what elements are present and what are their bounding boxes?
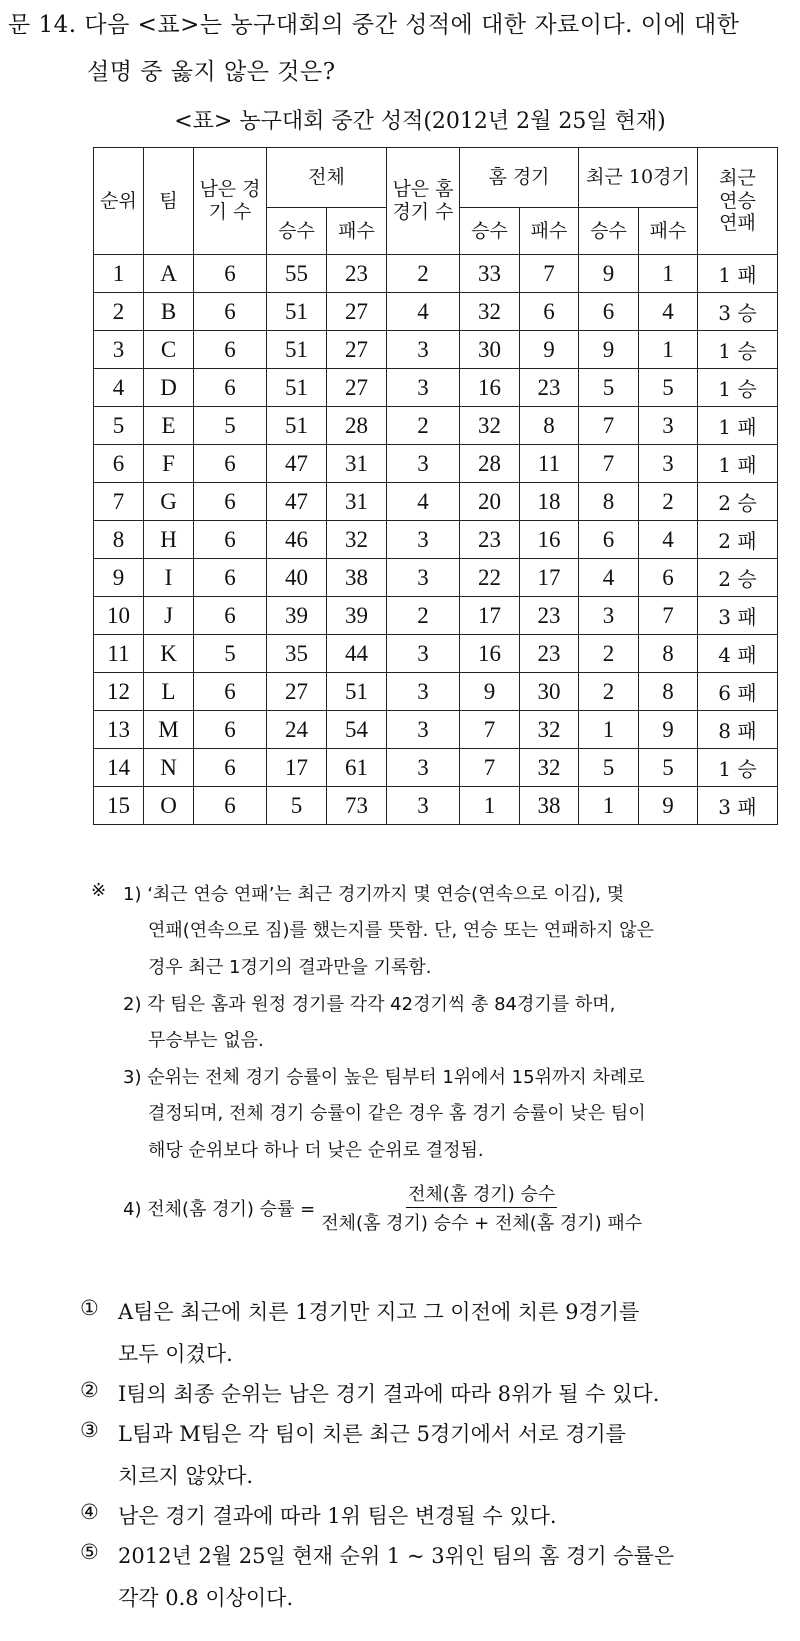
cell-remaining-home: 4 bbox=[387, 483, 460, 521]
cell-last10-wins: 7 bbox=[579, 407, 639, 445]
cell-home-wins: 1 bbox=[460, 787, 520, 825]
cell-home-losses: 23 bbox=[520, 597, 579, 635]
table-caption: <표> 농구대회 중간 성적(2012년 2월 25일 현재) bbox=[174, 109, 666, 134]
cell-home-losses: 30 bbox=[520, 673, 579, 711]
cell-home-losses: 38 bbox=[520, 787, 579, 825]
option-1-marker[interactable]: ① bbox=[80, 1296, 99, 1320]
table-row bbox=[94, 255, 778, 293]
option-2-marker[interactable]: ② bbox=[80, 1378, 99, 1402]
cell-overall-wins: 5 bbox=[267, 787, 327, 825]
cell-rank: 15 bbox=[94, 787, 144, 825]
cell-team: I bbox=[144, 559, 194, 597]
cell-last10-losses: 9 bbox=[639, 787, 698, 825]
cell-overall-wins: 51 bbox=[267, 331, 327, 369]
cell-remaining-home: 2 bbox=[387, 255, 460, 293]
cell-home-wins: 33 bbox=[460, 255, 520, 293]
cell-overall-wins: 35 bbox=[267, 635, 327, 673]
cell-rank: 13 bbox=[94, 711, 144, 749]
cell-last10-losses: 8 bbox=[639, 673, 698, 711]
header-remaining-home: 남은 홈 경기 수 bbox=[387, 148, 460, 255]
table-row bbox=[94, 635, 778, 673]
cell-home-losses: 23 bbox=[520, 635, 579, 673]
cell-team: N bbox=[144, 749, 194, 787]
cell-last10-wins: 5 bbox=[579, 369, 639, 407]
cell-last10-losses: 5 bbox=[639, 749, 698, 787]
cell-remaining: 6 bbox=[194, 483, 267, 521]
cell-remaining: 6 bbox=[194, 559, 267, 597]
cell-home-wins: 16 bbox=[460, 635, 520, 673]
cell-last10-wins: 7 bbox=[579, 445, 639, 483]
cell-overall-wins: 51 bbox=[267, 407, 327, 445]
cell-overall-losses: 39 bbox=[327, 597, 387, 635]
cell-streak: 3 패 bbox=[698, 787, 778, 825]
cell-last10-losses: 3 bbox=[639, 445, 698, 483]
cell-team: O bbox=[144, 787, 194, 825]
cell-team: E bbox=[144, 407, 194, 445]
cell-overall-losses: 44 bbox=[327, 635, 387, 673]
cell-last10-losses: 7 bbox=[639, 597, 698, 635]
note-3-line-2: 결정되며, 전체 경기 승률이 같은 경우 홈 경기 승률이 낮은 팀이 bbox=[148, 1103, 646, 1124]
cell-remaining-home: 3 bbox=[387, 711, 460, 749]
cell-last10-wins: 9 bbox=[579, 255, 639, 293]
cell-remaining-home: 3 bbox=[387, 559, 460, 597]
cell-last10-wins: 2 bbox=[579, 673, 639, 711]
cell-last10-wins: 3 bbox=[579, 597, 639, 635]
cell-last10-wins: 2 bbox=[579, 635, 639, 673]
cell-remaining-home: 2 bbox=[387, 407, 460, 445]
table-row bbox=[94, 407, 778, 445]
option-1-line-2[interactable]: 모두 이겼다. bbox=[118, 1342, 233, 1366]
cell-home-wins: 32 bbox=[460, 407, 520, 445]
table-row bbox=[94, 369, 778, 407]
cell-home-losses: 8 bbox=[520, 407, 579, 445]
cell-streak: 1 승 bbox=[698, 331, 778, 369]
cell-last10-losses: 5 bbox=[639, 369, 698, 407]
cell-overall-losses: 32 bbox=[327, 521, 387, 559]
cell-remaining: 6 bbox=[194, 521, 267, 559]
cell-team: F bbox=[144, 445, 194, 483]
cell-home-wins: 9 bbox=[460, 673, 520, 711]
cell-last10-wins: 8 bbox=[579, 483, 639, 521]
cell-overall-wins: 47 bbox=[267, 445, 327, 483]
note-1-line-1: 1) ‘최근 연승 연패’는 최근 경기까지 몇 연승(연속으로 이김), 몇 bbox=[123, 884, 625, 905]
cell-overall-wins: 51 bbox=[267, 369, 327, 407]
cell-last10-wins: 6 bbox=[579, 521, 639, 559]
cell-home-wins: 30 bbox=[460, 331, 520, 369]
header-last10-losses: 패수 bbox=[639, 208, 698, 255]
option-5-line-2[interactable]: 각각 0.8 이상이다. bbox=[118, 1586, 294, 1610]
cell-streak: 2 패 bbox=[698, 521, 778, 559]
cell-remaining: 6 bbox=[194, 369, 267, 407]
cell-overall-wins: 24 bbox=[267, 711, 327, 749]
cell-remaining: 6 bbox=[194, 711, 267, 749]
table-row bbox=[94, 787, 778, 825]
cell-streak: 3 패 bbox=[698, 597, 778, 635]
cell-rank: 9 bbox=[94, 559, 144, 597]
header-remaining: 남은 경기 수 bbox=[194, 148, 267, 255]
note-3-line-1: 3) 순위는 전체 경기 승률이 높은 팀부터 1위에서 15위까지 차례로 bbox=[123, 1067, 645, 1088]
cell-overall-losses: 31 bbox=[327, 483, 387, 521]
cell-rank: 10 bbox=[94, 597, 144, 635]
cell-overall-losses: 31 bbox=[327, 445, 387, 483]
cell-remaining: 6 bbox=[194, 597, 267, 635]
cell-home-losses: 18 bbox=[520, 483, 579, 521]
cell-last10-wins: 6 bbox=[579, 293, 639, 331]
cell-overall-losses: 27 bbox=[327, 293, 387, 331]
cell-overall-wins: 51 bbox=[267, 293, 327, 331]
header-rank: 순위 bbox=[94, 148, 144, 255]
cell-streak: 1 패 bbox=[698, 407, 778, 445]
cell-home-wins: 17 bbox=[460, 597, 520, 635]
cell-team: L bbox=[144, 673, 194, 711]
table-row bbox=[94, 521, 778, 559]
cell-remaining: 6 bbox=[194, 445, 267, 483]
cell-streak: 6 패 bbox=[698, 673, 778, 711]
cell-last10-losses: 9 bbox=[639, 711, 698, 749]
cell-remaining-home: 3 bbox=[387, 369, 460, 407]
cell-home-wins: 20 bbox=[460, 483, 520, 521]
table-row bbox=[94, 673, 778, 711]
cell-last10-wins: 9 bbox=[579, 331, 639, 369]
note-2-line-1: 2) 각 팀은 홈과 원정 경기를 각각 42경기씩 총 84경기를 하며, bbox=[123, 994, 616, 1015]
notes-mark: ※ bbox=[91, 880, 107, 901]
cell-overall-wins: 27 bbox=[267, 673, 327, 711]
option-2-line-1[interactable]: I팀의 최종 순위는 남은 경기 결과에 따라 8위가 될 수 있다. bbox=[118, 1382, 660, 1406]
cell-home-losses: 11 bbox=[520, 445, 579, 483]
cell-home-wins: 28 bbox=[460, 445, 520, 483]
cell-home-losses: 17 bbox=[520, 559, 579, 597]
cell-team: K bbox=[144, 635, 194, 673]
cell-last10-wins: 1 bbox=[579, 711, 639, 749]
option-4-line-1[interactable]: 남은 경기 결과에 따라 1위 팀은 변경될 수 있다. bbox=[118, 1504, 557, 1528]
header-streak: 최근 연승 연패 bbox=[698, 148, 778, 255]
cell-rank: 5 bbox=[94, 407, 144, 445]
cell-rank: 7 bbox=[94, 483, 144, 521]
option-3-line-2[interactable]: 치르지 않았다. bbox=[118, 1464, 254, 1488]
cell-home-losses: 23 bbox=[520, 369, 579, 407]
option-3-line-1[interactable]: L팀과 M팀은 각 팀이 치른 최근 5경기에서 서로 경기를 bbox=[118, 1422, 626, 1446]
option-5-line-1[interactable]: 2012년 2월 25일 현재 순위 1 ~ 3위인 팀의 홈 경기 승률은 bbox=[118, 1544, 675, 1568]
cell-home-wins: 7 bbox=[460, 711, 520, 749]
cell-overall-losses: 51 bbox=[327, 673, 387, 711]
note-1-line-2: 연패(연속으로 짐)를 했는지를 뜻함. 단, 연승 또는 연패하지 않은 bbox=[148, 920, 654, 941]
table-row bbox=[94, 293, 778, 331]
cell-remaining-home: 3 bbox=[387, 445, 460, 483]
cell-remaining: 6 bbox=[194, 749, 267, 787]
cell-remaining-home: 3 bbox=[387, 673, 460, 711]
question-line-1: 문 14. 다음 <표>는 농구대회의 중간 성적에 대한 자료이다. 이에 대한 bbox=[8, 12, 740, 38]
cell-rank: 14 bbox=[94, 749, 144, 787]
formula-fraction bbox=[321, 1180, 642, 1235]
cell-last10-losses: 3 bbox=[639, 407, 698, 445]
formula-denominator: 전체(홈 경기) 승수 + 전체(홈 경기) 패수 bbox=[321, 1213, 643, 1234]
cell-remaining: 6 bbox=[194, 255, 267, 293]
option-5-marker[interactable]: ⑤ bbox=[80, 1540, 99, 1564]
cell-streak: 2 승 bbox=[698, 559, 778, 597]
cell-home-wins: 16 bbox=[460, 369, 520, 407]
cell-home-losses: 7 bbox=[520, 255, 579, 293]
cell-overall-losses: 23 bbox=[327, 255, 387, 293]
table-row bbox=[94, 445, 778, 483]
cell-overall-losses: 27 bbox=[327, 369, 387, 407]
cell-last10-losses: 8 bbox=[639, 635, 698, 673]
cell-rank: 11 bbox=[94, 635, 144, 673]
cell-overall-losses: 28 bbox=[327, 407, 387, 445]
cell-streak: 4 패 bbox=[698, 635, 778, 673]
cell-home-losses: 9 bbox=[520, 331, 579, 369]
cell-remaining-home: 3 bbox=[387, 749, 460, 787]
cell-overall-wins: 39 bbox=[267, 597, 327, 635]
cell-streak: 3 승 bbox=[698, 293, 778, 331]
cell-last10-losses: 1 bbox=[639, 331, 698, 369]
header-last10-wins: 승수 bbox=[579, 208, 639, 255]
cell-rank: 8 bbox=[94, 521, 144, 559]
table-row bbox=[94, 559, 778, 597]
cell-streak: 8 패 bbox=[698, 711, 778, 749]
cell-team: B bbox=[144, 293, 194, 331]
note-3-line-3: 해당 순위보다 하나 더 낮은 순위로 결정됨. bbox=[148, 1140, 484, 1161]
cell-streak: 1 패 bbox=[698, 445, 778, 483]
question-line-2: 설명 중 옳지 않은 것은? bbox=[87, 59, 336, 85]
cell-remaining: 6 bbox=[194, 787, 267, 825]
cell-team: A bbox=[144, 255, 194, 293]
cell-streak: 2 승 bbox=[698, 483, 778, 521]
cell-overall-wins: 47 bbox=[267, 483, 327, 521]
cell-remaining: 5 bbox=[194, 407, 267, 445]
cell-home-wins: 32 bbox=[460, 293, 520, 331]
cell-last10-losses: 2 bbox=[639, 483, 698, 521]
cell-remaining-home: 3 bbox=[387, 635, 460, 673]
note-1-line-3: 경우 최근 1경기의 결과만을 기록함. bbox=[148, 957, 432, 978]
cell-overall-losses: 61 bbox=[327, 749, 387, 787]
standings-table bbox=[93, 147, 778, 825]
cell-home-wins: 7 bbox=[460, 749, 520, 787]
cell-remaining-home: 3 bbox=[387, 521, 460, 559]
cell-home-losses: 32 bbox=[520, 711, 579, 749]
cell-team: C bbox=[144, 331, 194, 369]
cell-remaining: 5 bbox=[194, 635, 267, 673]
cell-rank: 6 bbox=[94, 445, 144, 483]
note-4-formula bbox=[123, 1180, 642, 1235]
option-4-marker[interactable]: ④ bbox=[80, 1500, 99, 1524]
cell-overall-wins: 46 bbox=[267, 521, 327, 559]
table-row bbox=[94, 711, 778, 749]
cell-streak: 1 패 bbox=[698, 255, 778, 293]
cell-team: H bbox=[144, 521, 194, 559]
cell-remaining-home: 3 bbox=[387, 331, 460, 369]
cell-last10-wins: 5 bbox=[579, 749, 639, 787]
cell-last10-losses: 1 bbox=[639, 255, 698, 293]
cell-home-wins: 22 bbox=[460, 559, 520, 597]
cell-last10-losses: 4 bbox=[639, 293, 698, 331]
cell-last10-losses: 4 bbox=[639, 521, 698, 559]
cell-overall-wins: 40 bbox=[267, 559, 327, 597]
cell-remaining-home: 3 bbox=[387, 787, 460, 825]
cell-last10-wins: 1 bbox=[579, 787, 639, 825]
table-row bbox=[94, 483, 778, 521]
cell-overall-losses: 54 bbox=[327, 711, 387, 749]
cell-remaining-home: 4 bbox=[387, 293, 460, 331]
cell-team: G bbox=[144, 483, 194, 521]
header-last10: 최근 10경기 bbox=[579, 148, 698, 208]
cell-rank: 1 bbox=[94, 255, 144, 293]
cell-rank: 3 bbox=[94, 331, 144, 369]
table-row bbox=[94, 597, 778, 635]
cell-overall-losses: 73 bbox=[327, 787, 387, 825]
cell-rank: 2 bbox=[94, 293, 144, 331]
cell-overall-losses: 38 bbox=[327, 559, 387, 597]
cell-remaining-home: 2 bbox=[387, 597, 460, 635]
formula-numerator: 전체(홈 경기) 승수 bbox=[406, 1180, 557, 1208]
cell-remaining: 6 bbox=[194, 331, 267, 369]
cell-last10-wins: 4 bbox=[579, 559, 639, 597]
cell-team: D bbox=[144, 369, 194, 407]
cell-overall-wins: 17 bbox=[267, 749, 327, 787]
option-1-line-1[interactable]: A팀은 최근에 치른 1경기만 지고 그 이전에 치른 9경기를 bbox=[118, 1300, 640, 1324]
header-home-losses: 패수 bbox=[520, 208, 579, 255]
cell-remaining: 6 bbox=[194, 293, 267, 331]
cell-home-losses: 6 bbox=[520, 293, 579, 331]
cell-home-wins: 23 bbox=[460, 521, 520, 559]
formula-lhs: 4) 전체(홈 경기) 승률 = bbox=[123, 1198, 316, 1220]
cell-overall-wins: 55 bbox=[267, 255, 327, 293]
cell-overall-losses: 27 bbox=[327, 331, 387, 369]
header-overall: 전체 bbox=[267, 148, 387, 208]
cell-last10-losses: 6 bbox=[639, 559, 698, 597]
header-overall-losses: 패수 bbox=[327, 208, 387, 255]
table-row bbox=[94, 331, 778, 369]
option-3-marker[interactable]: ③ bbox=[80, 1418, 99, 1442]
cell-team: J bbox=[144, 597, 194, 635]
header-home-wins: 승수 bbox=[460, 208, 520, 255]
cell-home-losses: 16 bbox=[520, 521, 579, 559]
cell-team: M bbox=[144, 711, 194, 749]
cell-streak: 1 승 bbox=[698, 369, 778, 407]
cell-home-losses: 32 bbox=[520, 749, 579, 787]
cell-rank: 12 bbox=[94, 673, 144, 711]
cell-remaining: 6 bbox=[194, 673, 267, 711]
header-overall-wins: 승수 bbox=[267, 208, 327, 255]
table-row bbox=[94, 749, 778, 787]
header-home: 홈 경기 bbox=[460, 148, 579, 208]
header-team: 팀 bbox=[144, 148, 194, 255]
note-2-line-2: 무승부는 없음. bbox=[148, 1030, 264, 1051]
cell-rank: 4 bbox=[94, 369, 144, 407]
cell-streak: 1 승 bbox=[698, 749, 778, 787]
